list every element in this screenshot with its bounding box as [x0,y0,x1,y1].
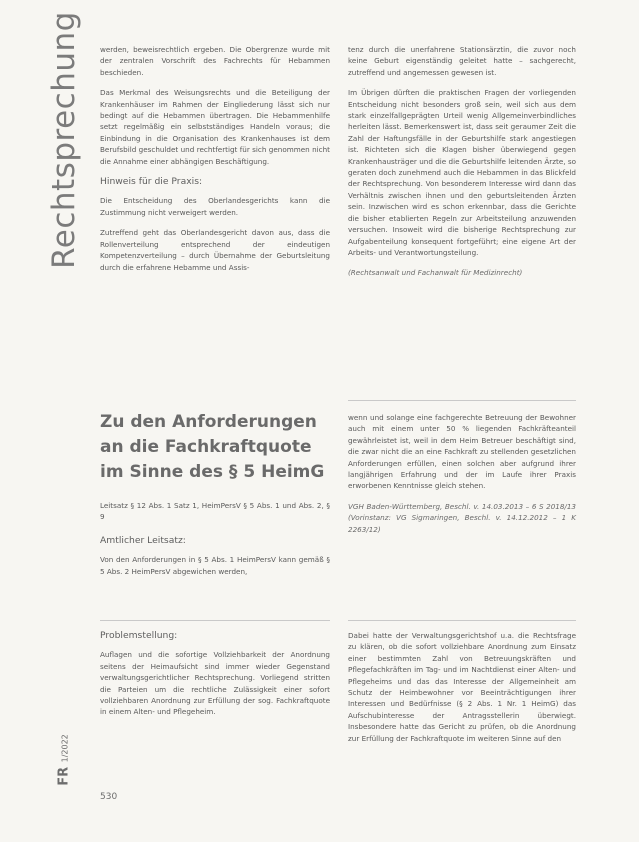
section-heading: Amtlicher Leitsatz: [100,534,186,546]
paragraph: Das Merkmal des Weisungsrechts und die Beteiligung der Krankenhäuser im Rahmen der Eingliederung lässt sich nur bedingt auf die Hebammen übertragen. Die Hebammenhilfe setzt regelmäßig ein selbstständiges Handeln voraus; die Einbindung in die Organisation des Krankenhauses ist dem Berufsbild geschuldet und rechtfertigt für sich genommen nicht die Annahme einer abhängigen Beschäftigung. [100,88,330,166]
section-label [44,11,84,269]
leitsatz-continued: wenn und solange eine fachgerechte Betreuung der Bewohner auch mit einem unter 50 % liegenden Fachkräfteanteil gewährleistet ist, weil in dem Heim Betreuer beschäftigt sind, die zwar nicht die an eine Fachkraft zu stellenden gesetzlichen Anforderungen erfüllen, einen solchen aber aufgrund ihrer langjährigen Erfahrung und der im Laufe ihrer Praxis erworbenen Kenntnisse gleich stehen. [348,413,576,491]
bottom-left-column [100,500,330,586]
court-citation: VGH Baden-Württemberg, Beschl. v. 14.03.2013 – 6 S 2018/13 (Vorinstanz: VG Sigmaringen, Beschl. v. 14.12.2012 – 1 K 2263/12) [348,501,576,534]
journal-label [52,734,76,786]
page-number: 530 [100,792,118,802]
column-divider [348,620,576,621]
paragraph: Dabei hatte der Verwaltungsgerichtshof u.a. die Rechtsfrage zu klären, ob die sofort vollziehbare Anordnung zum Einsatz einer bestimmten Zahl von Betreuungskräften und Pflegefachkräften im Tag- und im Nachtdienst einer Alten- und Pflegeheims und das das Interesse der Allgemeinheit am Schutz der Heimbewohner vor Beeinträchtigungen ihrer Interessen und Bedürfnisse (§ 2 Abs. 1 Nr. 1 HeimG) das Aufschubinteresse der Antragsstellerin überwiegt. Insbesondere hatte das Gericht zu prüfen, ob die Anordnung zur Erfüllung der Fachkraftquote im weiteren Sinne auf den [348,631,576,743]
paragraph: Zutreffend geht das Oberlandesgericht davon aus, dass die Rollenverteilung entsprechend der eindeutigen Kompetenzverteilung – durch Übernahme der Geburtsleitung durch die erfahrene Hebamme und Assis- [100,228,330,272]
problem-left-column [100,630,330,727]
journal-name: FR [56,766,72,786]
norms-line: Leitsatz § 12 Abs. 1 Satz 1, HeimPersV § 5 Abs. 1 und Abs. 2, § 9 [100,501,330,522]
leitsatz-text: Von den Anforderungen in § 5 Abs. 1 HeimPersV kann gemäß § 5 Abs. 2 HeimPersV abgewichen werden, [100,555,330,576]
paragraph: werden, beweisrechtlich ergeben. Die Obergrenze wurde mit der zentralen Vorschrift des Fachrechts für Hebammen beschieden. [100,45,330,77]
author-note: (Rechtsanwalt und Fachanwalt für Medizinrecht) [348,268,523,278]
bottom-right-column [348,412,576,544]
problem-right-column [348,630,576,753]
top-right-column [348,44,576,288]
paragraph: Die Entscheidung des Oberlandesgerichts kann die Zustimmung nicht verweigert werden. [100,196,330,217]
top-left-column [100,44,330,282]
paragraph: Im Übrigen dürften die praktischen Fragen der vorliegenden Entscheidung nicht besonders groß sein, weil sich aus dem stark einzelfallgeprägten Urteil wenig Allgemeinverbindliches herleiten lässt. Bemerkenswert ist, dass seit geraumer Zeit die Zahl der Haftungsfälle in der Geburtshilfe stark angestiegen ist. Richteten sich die Klagen bisher überwiegend gegen Krankenhausträger und die die Geburtshilfe leitenden Ärzte, so geraten doch zunehmend auch die Hebammen in das Blickfeld der Rechtsprechung. Von besonderem Interesse wird dann das Verhältnis zwischen ihnen und den geburtsleitenden Ärzten sein. Inzwischen wird es schon erkennbar, dass die Gerichte die bisher etablierten Regeln zur Arbeitsteilung anzuwenden versuchen. Insoweit wird die bisherige Rechtsprechung zur Aufgabenteilung konsequent fortgeführt; eine eigene Art der Arbeits- und Verantwortungsteilung. [348,88,576,257]
column-divider [100,620,330,621]
journal-issue: 1/2022 [60,734,70,763]
section-label-text: Rechtsprechung [46,11,82,269]
section-heading: Hinweis für die Praxis: [100,176,203,188]
section-heading: Problemstellung: [100,630,178,641]
column-divider [348,400,576,401]
paragraph: tenz durch die unerfahrene Stationsärztin, die zuvor noch keine Geburt eigenständig geleitet hatte – sachgerecht, zutreffend und angemessen gewesen ist. [348,45,576,77]
article-title: Zu den Anforderungen an die Fachkraftquote im Sinne des § 5 HeimG [100,412,325,482]
paragraph: Auflagen und die sofortige Vollziehbarkeit der Anordnung seitens der Heimaufsicht sind immer wieder Gegenstand verwaltungsgerichtlicher Rechtsprechung. Vorliegend stritten die Parteien um die rechtliche Zulässigkeit einer sofort vollziehbaren Anordnung zur Erfüllung der sog. Fachkraftquote in einem Alten- und Pflegeheim. [100,650,330,717]
